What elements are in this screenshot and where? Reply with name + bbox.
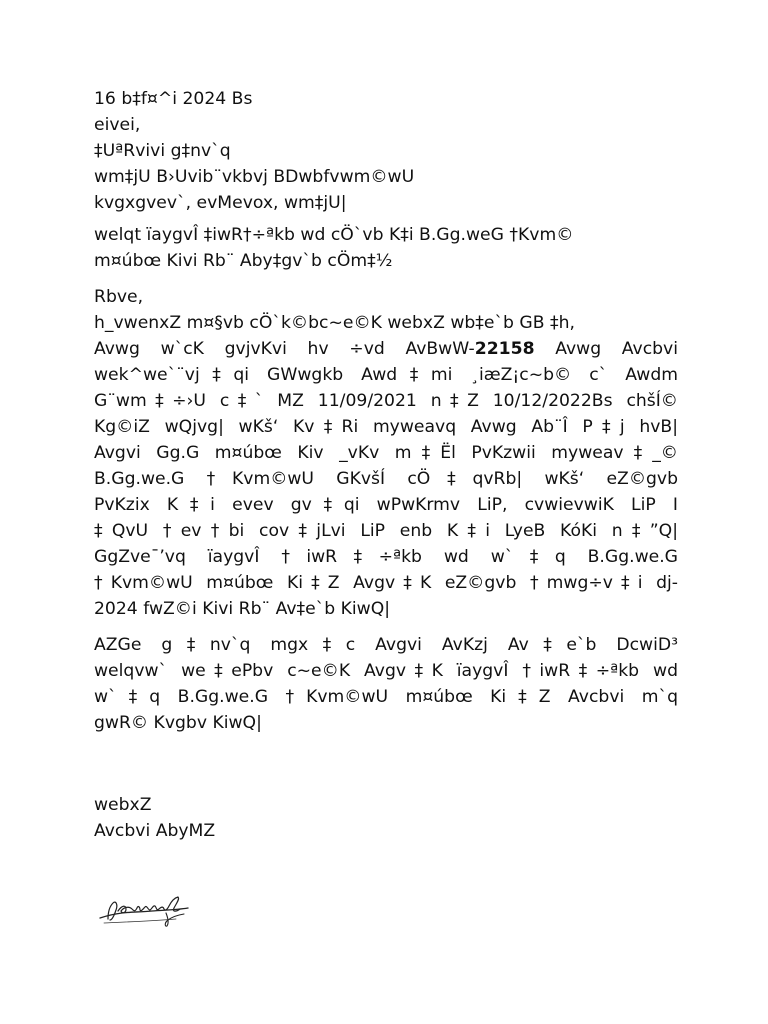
- subject-line-2: m¤úbœ Kivi Rb¨ Aby‡gv`b cÖm‡½: [94, 251, 393, 271]
- paragraph-1-line-7: B.Gg.we.G †Kvm©wU GKvšÍ cÖ‡qvRb| wKš‘ eZ©gvb: [94, 469, 678, 489]
- addressee-line-1: ‡UªRvivi g‡nv`q: [94, 141, 231, 161]
- paragraph-1-line-9: ‡QvU †ev†bi cov‡jLvi LiP enb K‡i LyeB KóKi n‡”Q|: [94, 521, 678, 541]
- recipient-label: eivei,: [94, 115, 141, 135]
- paragraph-1-line-2-text: Avwg w`cK gvjvKvi hv ÷vd AvBwW-: [94, 339, 475, 359]
- paragraph-2-line-3: w`‡q B.Gg.we.G †Kvm©wU m¤úbœ Ki‡Z Avcbvi m`q: [94, 687, 678, 707]
- paragraph-2-line-4: gwR© Kvgbv KiwQ|: [94, 713, 262, 733]
- paragraph-1: [94, 310, 678, 622]
- paragraph-2: [94, 632, 678, 736]
- letter-date: 16 b‡f¤^i 2024 Bs: [94, 89, 253, 109]
- paragraph-1-line-8: PvKzix K‡i evev gv‡qi wPwKrmv LiP, cvwievwiK LiP I: [94, 495, 678, 515]
- staff-id: 22158: [474, 339, 535, 359]
- paragraph-1-line-6: Avgvi Gg.G m¤úbœ Kiv _vKv m‡Ël PvKzwii myweav‡_©: [94, 443, 678, 463]
- paragraph-1-line-1: h_vwenxZ m¤§vb cÖ`k©bc~e©K webxZ wb‡e`b GB ‡h,: [94, 313, 575, 333]
- paragraph-1-line-5: Kg©iZ wQjvg| wKš‘ Kv‡Ri myweavq Avwg Ab¨Î P‡j hvB|: [94, 417, 678, 437]
- paragraph-2-line-1: AZGe g‡nv`q mgx‡c Avgvi AvKzj Av‡e`b DcwiD³: [94, 635, 678, 655]
- paragraph-1-line-2: [94, 336, 678, 362]
- paragraph-1-line-2-tail: Avwg Avcbvi: [534, 339, 679, 359]
- paragraph-1-line-4: G¨wm‡÷›U c‡` MZ 11/09/2021 n‡Z 10/12/2022Bs chšÍ©: [94, 391, 678, 411]
- subject-line-1: welqt ïaygvÎ ‡iwR†÷ªkb wd cÖ`vb K‡i B.Gg.weG †Kvm©: [94, 225, 574, 245]
- salutation: Rbve,: [94, 287, 144, 307]
- paragraph-1-line-12: 2024 fwZ©i Kivi Rb¨ Av‡e`b KiwQ|: [94, 599, 391, 619]
- signature-icon: [96, 893, 196, 929]
- closing: webxZ: [94, 795, 152, 815]
- paragraph-1-line-3: wek^we`¨vj‡qi GWwgkb Awd‡mi ¸iæZ¡c~b© c` Awdm: [94, 365, 678, 385]
- paragraph-2-line-2: welqvw` we‡ePbv c~e©K Avgv‡K ïaygvÎ †iwR‡÷ªkb wd: [94, 661, 678, 681]
- paragraph-1-line-11: †Kvm©wU m¤úbœ Ki‡Z Avgv‡K eZ©gvb †mwg÷v‡i dj-: [94, 573, 678, 593]
- sender-name: Avcbvi AbyMZ: [94, 821, 216, 841]
- addressee-line-3: kvgxgvev`, evMevox, wm‡jU|: [94, 193, 347, 213]
- addressee-line-2: wm‡jU B›Uvib¨vkbvj BDwbfvwm©wU: [94, 167, 415, 187]
- letter-body: [94, 86, 678, 844]
- paragraph-1-line-10: GgZve¯’vq ïaygvÎ †iwR‡÷ªkb wd w`‡q B.Gg.we.G: [94, 547, 678, 567]
